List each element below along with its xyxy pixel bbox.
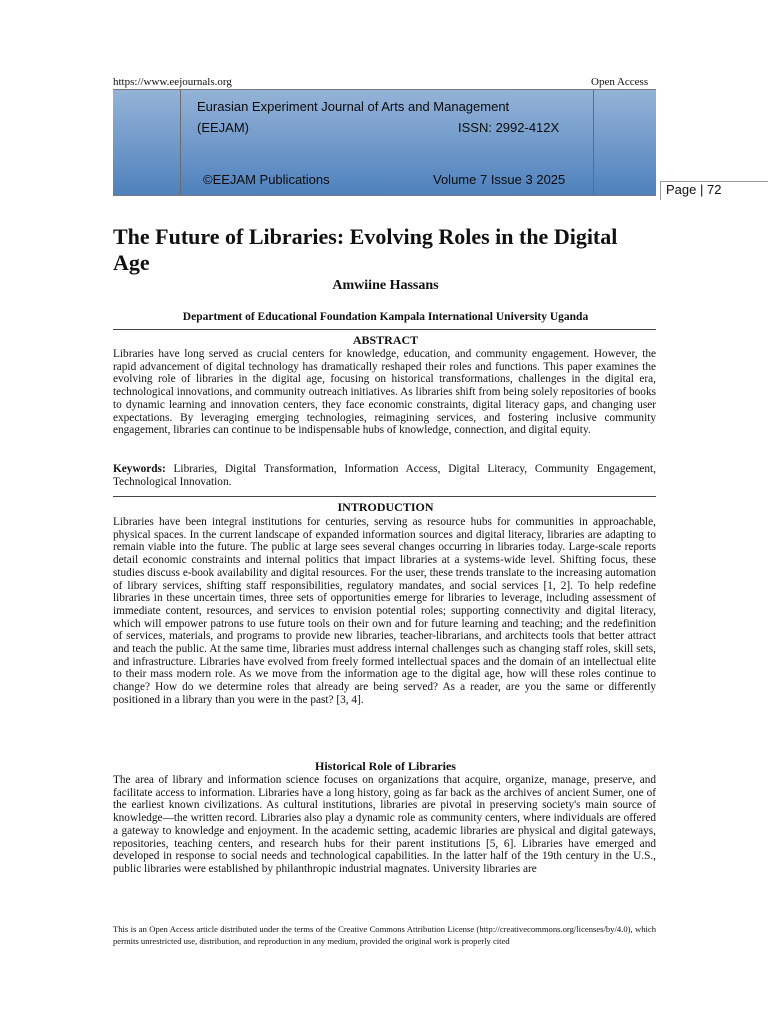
- journal-name: Eurasian Experiment Journal of Arts and Management: [197, 99, 510, 114]
- introduction-text: Libraries have been integral institutions for centuries, serving as resource hubs for communities in approachable, physical spaces. In the current landscape of expanded information sources and digital literacy, libraries are adapting to remain viable into the future. The public at large sees several changes occurring in libraries today. Large-scale reports detail economic constraints and internal politics that impact libraries at a systems-wide level. Shifting focus, these studies discuss e-book availability and digital resources. For the user, these trends translate to the increasing automation of library services, shifting staff responsibilities, regulatory mandates, and social services [1, 2]. To help redefine libraries in these uncertain times, three sets of opportunities emerge for libraries to leverage, including assessment of immediate content, resources, and services to envision potential roles; supporting connectivity and digital literacy, which will empower patrons to use future tools on their own and for future learning and teaching; and the redefinition of services, materials, and programs to provide new libraries, teacher-librarians, and architects tools that better attract and teach the public. At the same time, libraries must address internal challenges such as changing staff roles, skill sets, and infrastructure. Libraries have evolved from freely formed intellectual spaces and the domain of an intellectual elite to their mass modern role. As we move from the information age to the digital age, how will these roles continue to change? How do we determine roles that already are being served? As a reader, are you the same or differently positioned in a library than you were in the past? [3, 4].: [113, 516, 656, 706]
- historical-heading: Historical Role of Libraries: [315, 759, 456, 773]
- banner-divider-right: [593, 90, 594, 195]
- volume-issue-label: Volume 7 Issue 3 2025: [433, 172, 566, 187]
- journal-issn: ISSN: 2992-412X: [458, 120, 560, 135]
- page-number: Page | 72: [666, 182, 722, 197]
- publisher-label: ©EEJAM Publications: [203, 172, 330, 187]
- keywords-label: Keywords:: [113, 463, 166, 475]
- journal-url[interactable]: https://www.eejournals.org: [113, 76, 232, 88]
- abstract-top-rule: [113, 329, 656, 330]
- page-number-divider: [660, 181, 661, 200]
- open-access-label: Open Access: [591, 76, 649, 88]
- abstract-text: Libraries have long served as crucial centers for knowledge, education, and community engagement. However, the rapid advancement of digital technology has dramatically reshaped their roles and functions. This paper examines the evolving role of libraries in the digital age, focusing on historical transformations, challenges in the digital era, technological innovations, and community outreach initiatives. As libraries shift from being solely repositories of books to dynamic learning and innovation centers, they face economic constraints, digital literacy gaps, and changing user expectations. By leveraging emerging technologies, reimagining services, and fostering inclusive community engagement, libraries can continue to be indispensable hubs of knowledge, connection, and digital equity.: [113, 348, 656, 437]
- introduction-top-rule: [113, 496, 656, 497]
- journal-header-banner: [113, 89, 656, 196]
- keywords-list: Libraries, Digital Transformation, Information Access, Digital Literacy, Community Engagement, Technological Innovation.: [113, 463, 656, 488]
- author-affiliation: Department of Educational Foundation Kampala International University Uganda: [182, 311, 589, 323]
- introduction-heading: INTRODUCTION: [337, 500, 434, 514]
- banner-divider-left: [180, 90, 181, 195]
- author-name: Amwiine Hassans: [332, 278, 439, 293]
- keywords-line: [113, 463, 656, 488]
- journal-abbrev: (EEJAM): [197, 120, 249, 135]
- license-footnote: This is an Open Access article distributed under the terms of the Creative Commons Attribution License (http://creativecommons.org/licenses/by/4.0), which permits unrestricted use, distribution, and reproduction in any medium, provided the original work is properly cited: [113, 924, 656, 946]
- historical-text: The area of library and information science focuses on organizations that acquire, organize, manage, preserve, and facilitate access to information. Libraries have a long history, going as far back as the archives of ancient Sumer, one of the earliest known civilizations. As cultural institutions, libraries are pivotal in preserving society's main source of knowledge—the written record. Libraries also play a dynamic role as community centers, where individuals are offered a gateway to knowledge and enjoyment. In the academic setting, academic libraries are physical and digital gateways, repositories, teaching centers, and research hubs for their parent institutions [5, 6]. Libraries have emerged and developed in response to social needs and technological capabilities. In the latter half of the 19th century in the U.S., public libraries were established by philanthropic industrial magnates. University libraries are: [113, 774, 656, 875]
- abstract-heading: ABSTRACT: [352, 333, 419, 347]
- article-title: The Future of Libraries: Evolving Roles in the Digital Age: [113, 224, 618, 275]
